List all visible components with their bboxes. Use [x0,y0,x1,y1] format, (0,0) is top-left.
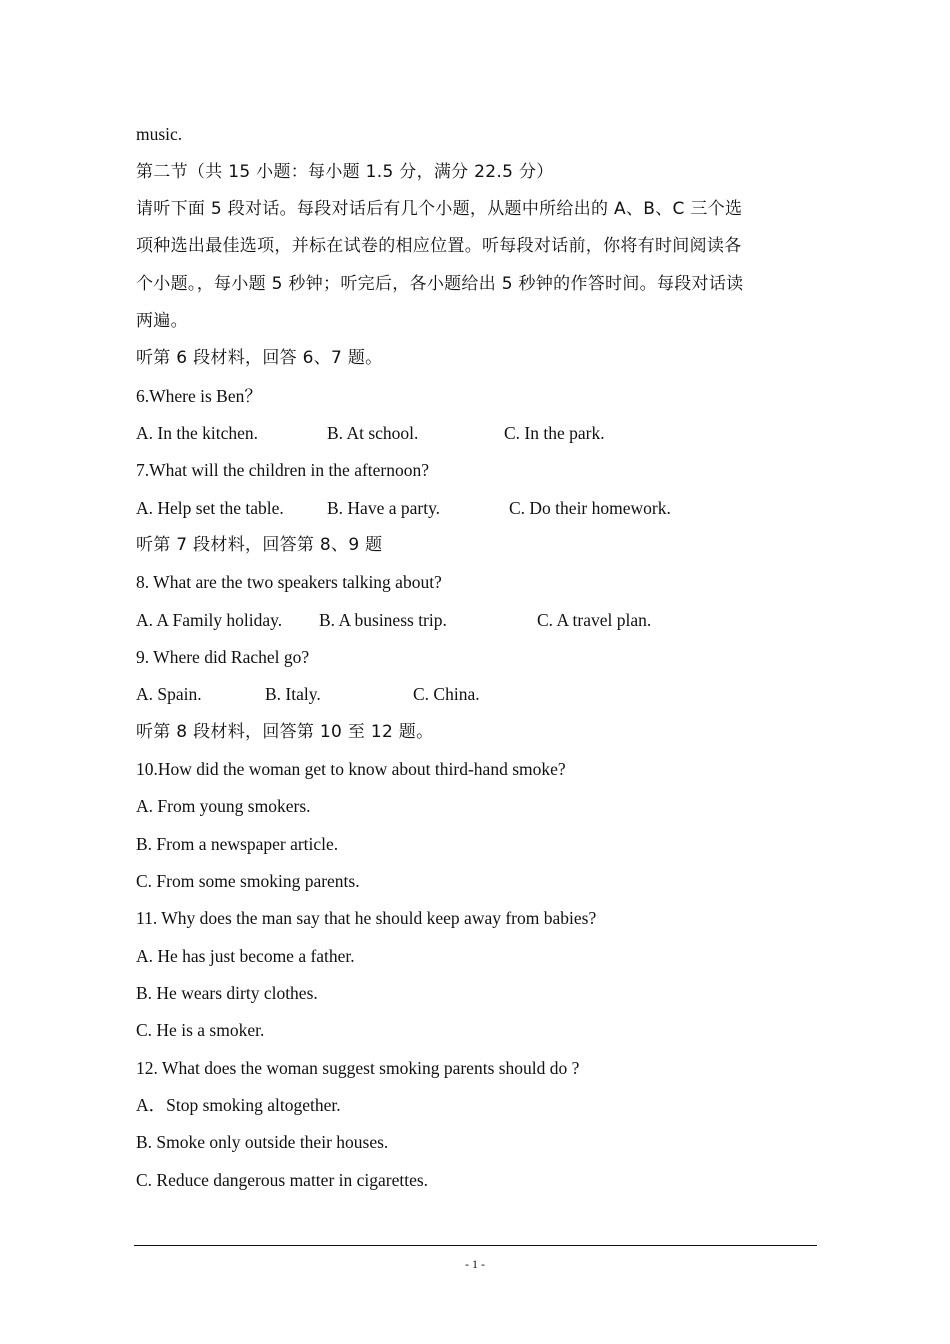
option-c: C. From some smoking parents. [136,871,360,891]
option-c: C. China. [413,684,480,704]
option-a: A. Spain. [136,684,202,704]
footer-divider [134,1245,817,1246]
option-a: A. Help set the table. [136,498,284,518]
question-12: 12. What does the woman suggest smoking parents should do ? [136,1058,580,1078]
option-b: B. At school. [327,423,419,443]
option-a: A. He has just become a father. [136,946,355,966]
question-11: 11. Why does the man say that he should keep away from babies? [136,908,597,928]
option-b: B. A business trip. [319,610,447,630]
option-c: C. A travel plan. [537,610,652,630]
option-b: B. Italy. [265,684,321,704]
option-a: A．Stop smoking altogether. [136,1095,341,1115]
question-6: 6.Where is Ben？ [136,386,262,406]
instructions-line: 两遍。 [136,311,188,331]
page-number: - 1 - [465,1257,485,1271]
option-a: A. From young smokers. [136,796,311,816]
option-b: B. Smoke only outside their houses. [136,1132,389,1152]
option-c: C. He is a smoker. [136,1020,265,1040]
question-8: 8. What are the two speakers talking about? [136,572,442,592]
option-b: B. He wears dirty clothes. [136,983,318,1003]
section-heading: 第二节（共 15 小题：每小题 1.5 分，满分 22.5 分） [136,162,554,182]
material-heading: 听第 6 段材料，回答 6、7 题。 [136,348,383,368]
question-7: 7.What will the children in the afternoon? [136,460,430,480]
instructions-line: 个小题。，每小题 5 秒钟；听完后，各小题给出 5 秒钟的作答时间。每段对话读 [136,274,744,294]
instructions-line: 请听下面 5 段对话。每段对话后有几个小题，从题中所给出的 A、B、C 三个选 [136,199,743,219]
material-heading: 听第 8 段材料，回答第 10 至 12 题。 [136,722,434,742]
option-a: A. In the kitchen. [136,423,258,443]
option-c: C. In the park. [504,423,605,443]
option-a: A. A Family holiday. [136,610,283,630]
option-b: B. Have a party. [327,498,441,518]
instructions-line: 项种选出最佳选项，并标在试卷的相应位置。听每段对话前，你将有时间阅读各 [136,236,742,256]
question-10: 10.How did the woman get to know about third-hand smoke? [136,759,566,779]
option-c: C. Reduce dangerous matter in cigarettes. [136,1170,429,1190]
question-9: 9. Where did Rachel go? [136,647,310,667]
text-line: music. [136,124,183,144]
option-b: B. From a newspaper article. [136,834,339,854]
option-c: C. Do their homework. [509,498,671,518]
material-heading: 听第 7 段材料，回答第 8、9 题 [136,535,383,555]
